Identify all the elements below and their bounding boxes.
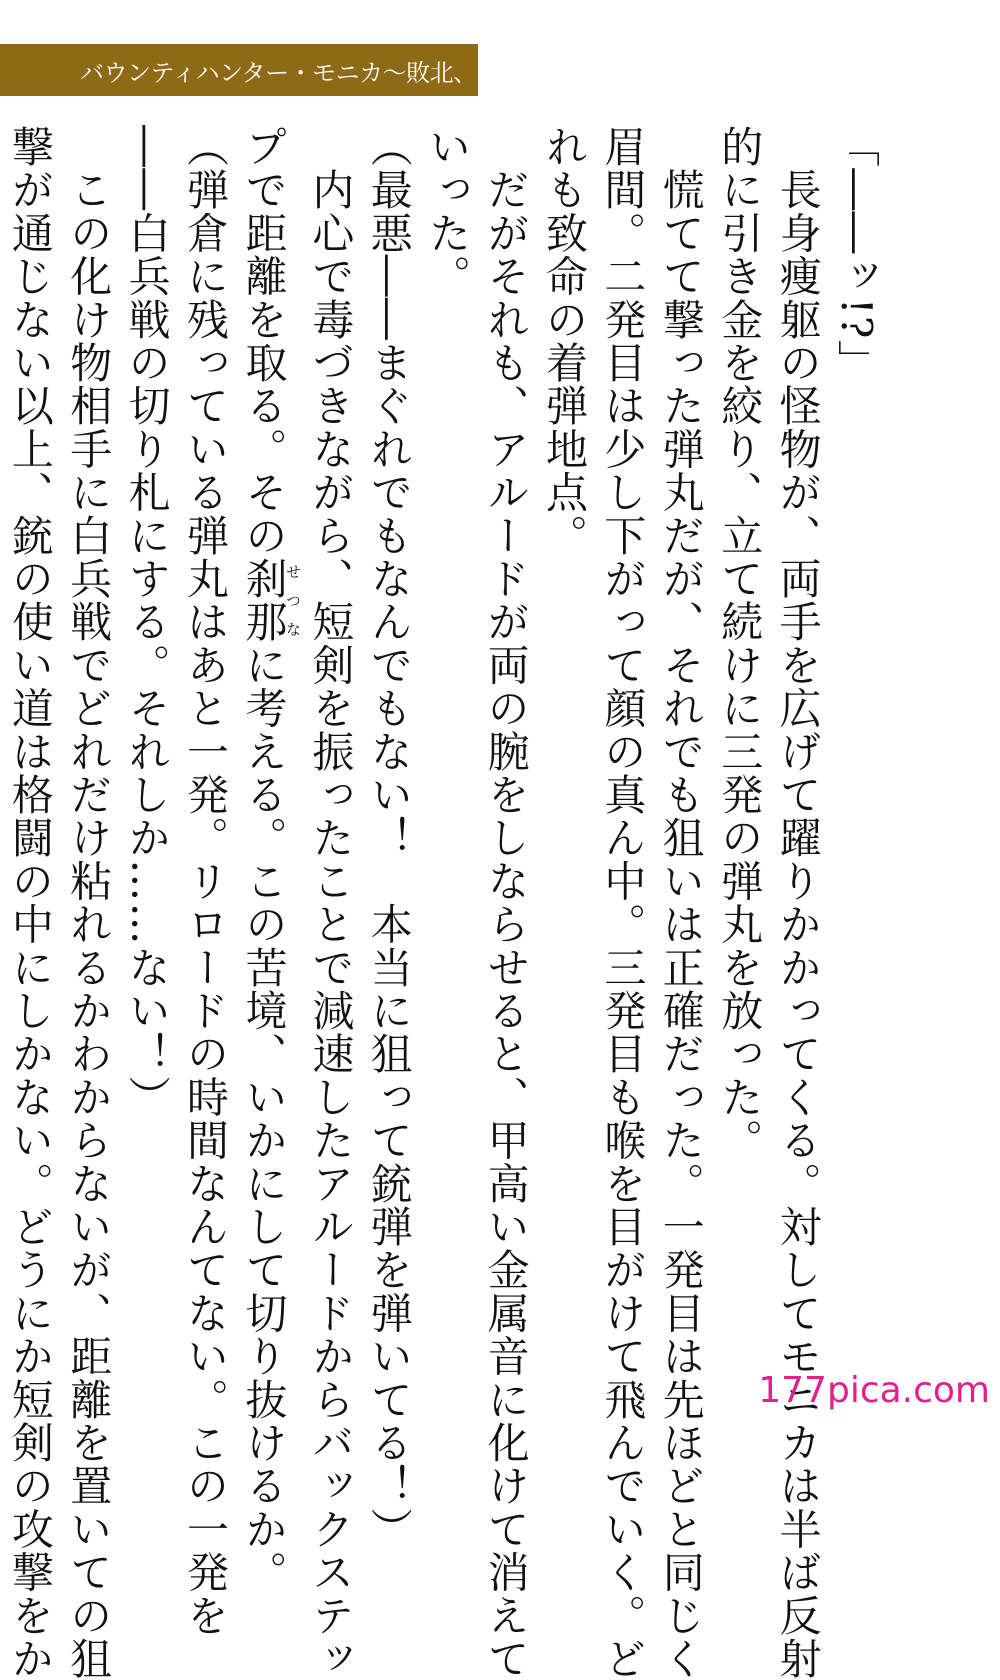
running-header (0, 44, 642, 96)
text-line: 長身痩躯の怪物が、両手を広げて躍りかかってくる。対してモニカは半ば反射 (773, 125, 823, 1680)
text-line: この化け物相手に白兵戦でどれだけ粘れるかわからないが、距離を置いての狙 (64, 125, 114, 1680)
watermark: 177pica.com (758, 1370, 990, 1411)
ruby-word (239, 557, 302, 644)
text-line: れも致命の着弾地点。 (539, 125, 589, 557)
text-line: 的に引き金を絞り、立て続けに三発の弾丸を放った。 (715, 125, 765, 1162)
text-line: 慌てて撃った弾丸だが、それでも狙いは正確だった。一発目は先ほどと同じく (656, 125, 706, 1680)
text-line: 「――ッ!?」 (832, 125, 881, 383)
text-line: だがそれも、アルードが両の腕をしならせると、甲高い金属音に化けて消えて (481, 125, 531, 1680)
text-line: ――白兵戦の切り札にする。それしか……ない！） (122, 125, 172, 1119)
ruby-reading: せつな (283, 557, 302, 644)
text-line-with-ruby (234, 125, 302, 1594)
text-line: （最悪――まぐれでもなんでもない！ 本当に狙って銃弾を弾いてる！） (364, 125, 414, 1551)
text-line: （弾倉に残っている弾丸はあと一発。リロードの時間なんてない。この一発を (181, 125, 231, 1637)
text-line: 眉間。二発目は少し下がって顔の真ん中。三発目も喉を目がけて飛んでいく。ど (598, 125, 648, 1680)
ruby-base: 刹那 (239, 557, 289, 644)
ruby-line-before: プで距離を取る。その (239, 125, 289, 557)
text-line: 撃が通じない以上、銃の使い道は格闘の中にしかない。どうにか短剣の攻撃をか (5, 125, 55, 1680)
ruby-line-after: に考える。この苦境、いかにして切り抜けるか。 (239, 643, 289, 1594)
book-title: バウンティハンター・モニカ〜敗北、陵辱、晒し者〜 (80, 58, 642, 87)
text-line: いった。 (423, 125, 473, 298)
text-line: 内心で毒づきながら、短剣を振ったことで減速したアルードからバックステッ (306, 125, 356, 1680)
